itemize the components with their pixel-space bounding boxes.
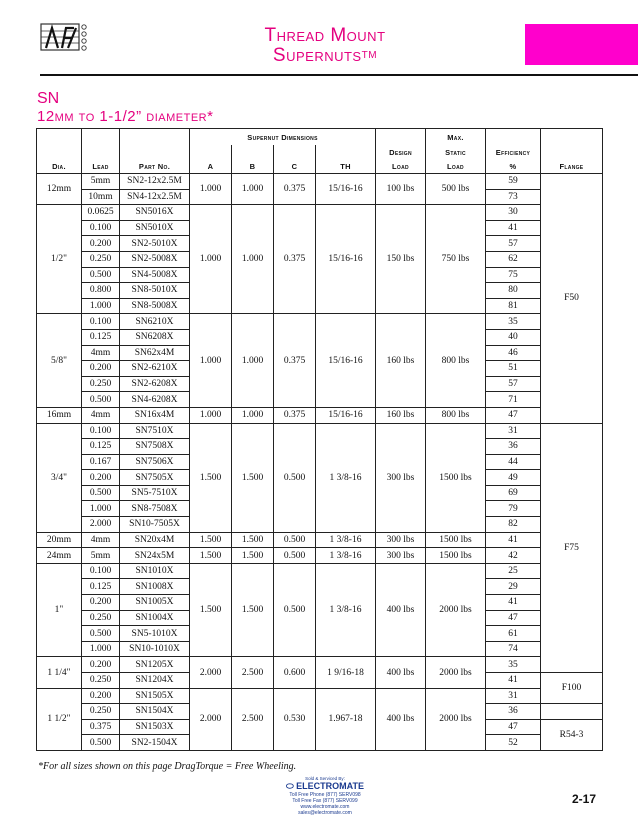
- design-load-cell: 300 lbs: [376, 548, 426, 564]
- lead-cell: 0.200: [82, 470, 120, 486]
- design-load-cell: 160 lbs: [376, 407, 426, 423]
- efficiency-cell: 31: [486, 688, 541, 704]
- lead-cell: 0.167: [82, 454, 120, 470]
- b-cell: 1.000: [232, 205, 274, 314]
- part-number-cell: SN1005X: [120, 595, 190, 611]
- efficiency-cell: 29: [486, 579, 541, 595]
- dia-cell: 3/4": [37, 423, 82, 532]
- efficiency-header-1: Efficiency: [486, 145, 541, 159]
- a-cell: 1.000: [190, 174, 232, 205]
- efficiency-cell: 73: [486, 189, 541, 205]
- th-cell: 15/16-16: [316, 407, 376, 423]
- lead-cell: 0.500: [82, 267, 120, 283]
- lead-cell: 0.125: [82, 329, 120, 345]
- part-number-cell: SN1503X: [120, 719, 190, 735]
- efficiency-cell: 35: [486, 657, 541, 673]
- static-load-cell: 1500 lbs: [426, 548, 486, 564]
- a-cell: 1.500: [190, 563, 232, 657]
- part-number-cell: SN8-5008X: [120, 298, 190, 314]
- dia-cell: 1": [37, 563, 82, 657]
- table-row: [37, 688, 603, 704]
- title-line-2: Supernuts™: [272, 45, 378, 66]
- dia-cell: 1 1/2": [37, 688, 82, 750]
- trademark-symbol: TM: [361, 50, 378, 61]
- title-line-1: Thread Mount: [264, 25, 386, 46]
- a-cell: 2.000: [190, 657, 232, 688]
- part-number-cell: SN5-7510X: [120, 485, 190, 501]
- lead-header: Lead: [82, 159, 120, 174]
- part-number-cell: SN6210X: [120, 314, 190, 330]
- table-row: [37, 314, 603, 330]
- series-name: SN: [37, 90, 60, 107]
- lead-cell: 10mm: [82, 189, 120, 205]
- lead-cell: 4mm: [82, 407, 120, 423]
- a-header: A: [190, 159, 232, 174]
- design-load-cell: 400 lbs: [376, 657, 426, 688]
- part-number-cell: SN7506X: [120, 454, 190, 470]
- part-number-cell: SN8-7508X: [120, 501, 190, 517]
- efficiency-cell: 42: [486, 548, 541, 564]
- static-load-cell: 1500 lbs: [426, 532, 486, 548]
- static-load-cell: 800 lbs: [426, 314, 486, 408]
- dia-cell: 24mm: [37, 548, 82, 564]
- distributor-email[interactable]: sales@electromate.com: [298, 810, 352, 816]
- efficiency-cell: 41: [486, 220, 541, 236]
- distributor-fax: Toll Free Fax (877) SERV099: [292, 798, 358, 804]
- lead-cell: 0.250: [82, 610, 120, 626]
- th-cell: 1 3/8-16: [316, 548, 376, 564]
- a-cell: 2.000: [190, 688, 232, 750]
- part-number-cell: SN1205X: [120, 657, 190, 673]
- lead-cell: 0.125: [82, 579, 120, 595]
- static-load-cell: 2000 lbs: [426, 657, 486, 688]
- c-cell: 0.375: [274, 205, 316, 314]
- lead-cell: 0.375: [82, 719, 120, 735]
- part-number-cell: SN1010X: [120, 563, 190, 579]
- efficiency-cell: 75: [486, 267, 541, 283]
- part-number-cell: SN8-5010X: [120, 283, 190, 299]
- efficiency-cell: 74: [486, 641, 541, 657]
- dia-cell: 1 1/4": [37, 657, 82, 688]
- lead-cell: 0.500: [82, 626, 120, 642]
- efficiency-cell: 41: [486, 595, 541, 611]
- page-title: [150, 26, 500, 66]
- efficiency-cell: 47: [486, 719, 541, 735]
- part-number-cell: SN5016X: [120, 205, 190, 221]
- part-number-cell: SN1204X: [120, 673, 190, 689]
- lead-cell: 0.200: [82, 688, 120, 704]
- b-cell: 1.000: [232, 314, 274, 408]
- a-cell: 1.000: [190, 314, 232, 408]
- header-divider: [40, 74, 638, 76]
- efficiency-cell: 57: [486, 376, 541, 392]
- part-number-cell: SN20x4M: [120, 532, 190, 548]
- b-header: B: [232, 159, 274, 174]
- part-number-cell: SN1505X: [120, 688, 190, 704]
- lead-cell: 1.000: [82, 298, 120, 314]
- dia-cell: 20mm: [37, 532, 82, 548]
- table-row: [37, 532, 603, 548]
- c-cell: 0.375: [274, 174, 316, 205]
- static-load-header-1: Max.: [426, 129, 486, 146]
- th-header: TH: [316, 159, 376, 174]
- efficiency-cell: 47: [486, 610, 541, 626]
- distributor-phone: Toll Free Phone (877) SERV098: [289, 792, 361, 798]
- static-load-cell: 2000 lbs: [426, 688, 486, 750]
- lead-cell: 0.100: [82, 314, 120, 330]
- dia-cell: 5/8": [37, 314, 82, 408]
- lead-cell: 0.100: [82, 423, 120, 439]
- th-cell: 1 3/8-16: [316, 423, 376, 532]
- part-number-cell: SN5-1010X: [120, 626, 190, 642]
- part-number-cell: SN7508X: [120, 439, 190, 455]
- part-number-cell: SN7505X: [120, 470, 190, 486]
- efficiency-cell: 31: [486, 423, 541, 439]
- part-number-cell: SN10-7505X: [120, 517, 190, 533]
- b-cell: 1.500: [232, 423, 274, 532]
- lead-cell: 0.500: [82, 735, 120, 751]
- lead-cell: 1.000: [82, 641, 120, 657]
- efficiency-cell: 51: [486, 361, 541, 377]
- table-row: [37, 563, 603, 579]
- efficiency-cell: 57: [486, 236, 541, 252]
- company-logo: [40, 22, 90, 52]
- static-load-header-2: Static: [426, 145, 486, 159]
- b-cell: 1.500: [232, 548, 274, 564]
- part-number-cell: SN5010X: [120, 220, 190, 236]
- table-row: [37, 657, 603, 673]
- th-cell: 1 3/8-16: [316, 532, 376, 548]
- distributor-name: ⬭ ELECTROMATE: [285, 781, 365, 791]
- design-load-header-2: Load: [376, 159, 426, 174]
- flange-cell: F75: [541, 423, 603, 673]
- a-cell: 1.500: [190, 423, 232, 532]
- a-cell: 1.500: [190, 548, 232, 564]
- b-cell: 1.000: [232, 407, 274, 423]
- dia-cell: 16mm: [37, 407, 82, 423]
- part-number-cell: SN4-5008X: [120, 267, 190, 283]
- design-load-header-1: Design: [376, 145, 426, 159]
- table-row: [37, 548, 603, 564]
- efficiency-cell: 41: [486, 673, 541, 689]
- design-load-cell: 160 lbs: [376, 314, 426, 408]
- c-cell: 0.500: [274, 548, 316, 564]
- efficiency-cell: 47: [486, 407, 541, 423]
- flange-header: Flange: [541, 159, 603, 174]
- efficiency-cell: 71: [486, 392, 541, 408]
- part-number-cell: SN2-5010X: [120, 236, 190, 252]
- efficiency-cell: 80: [486, 283, 541, 299]
- th-cell: 15/16-16: [316, 174, 376, 205]
- c-cell: 0.500: [274, 563, 316, 657]
- part-number-cell: SN10-1010X: [120, 641, 190, 657]
- c-cell: 0.375: [274, 314, 316, 408]
- flange-cell: R54-3: [541, 719, 603, 750]
- part-number-cell: SN2-6210X: [120, 361, 190, 377]
- dia-cell: 1/2": [37, 205, 82, 314]
- part-number-cell: SN2-6208X: [120, 376, 190, 392]
- page-number: 2-17: [572, 792, 597, 806]
- efficiency-cell: 59: [486, 174, 541, 190]
- table-row: [37, 205, 603, 221]
- flange-cell: F50: [541, 174, 603, 424]
- b-cell: 1.000: [232, 174, 274, 205]
- part-no-header: Part No.: [120, 159, 190, 174]
- th-cell: 1 9/16-18: [316, 657, 376, 688]
- efficiency-cell: 82: [486, 517, 541, 533]
- b-cell: 1.500: [232, 532, 274, 548]
- part-number-cell: SN1504X: [120, 704, 190, 720]
- flange-cell: F100: [541, 673, 603, 704]
- table-row: [37, 423, 603, 439]
- b-cell: 1.500: [232, 563, 274, 657]
- efficiency-cell: 30: [486, 205, 541, 221]
- static-load-cell: 2000 lbs: [426, 563, 486, 657]
- th-cell: 1.967-18: [316, 688, 376, 750]
- efficiency-cell: 46: [486, 345, 541, 361]
- lead-cell: 2.000: [82, 517, 120, 533]
- lead-cell: 5mm: [82, 174, 120, 190]
- a-cell: 1.000: [190, 407, 232, 423]
- lead-cell: 1.000: [82, 501, 120, 517]
- distributor-website[interactable]: www.electromate.com: [300, 804, 350, 810]
- electromate-logo-icon: ⬭: [285, 781, 294, 791]
- th-cell: 15/16-16: [316, 205, 376, 314]
- dia-header: Dia.: [37, 159, 82, 174]
- section-tab: [525, 24, 638, 65]
- lead-cell: 0.100: [82, 563, 120, 579]
- part-number-cell: SN24x5M: [120, 548, 190, 564]
- part-number-cell: SN7510X: [120, 423, 190, 439]
- c-header: C: [274, 159, 316, 174]
- a-cell: 1.000: [190, 205, 232, 314]
- table-row: [37, 174, 603, 190]
- efficiency-header-2: %: [486, 159, 541, 174]
- supernut-dimensions-header: Supernut Dimensions: [190, 129, 376, 146]
- lead-cell: 0.800: [82, 283, 120, 299]
- efficiency-cell: 49: [486, 470, 541, 486]
- efficiency-cell: 62: [486, 251, 541, 267]
- part-number-cell: SN2-12x2.5M: [120, 174, 190, 190]
- lead-cell: 0.250: [82, 376, 120, 392]
- table-row: [37, 407, 603, 423]
- supernut-spec-table: [36, 128, 603, 751]
- c-cell: 0.500: [274, 423, 316, 532]
- footnote: *For all sizes shown on this page DragTorque = Free Wheeling.: [38, 761, 297, 772]
- design-load-cell: 100 lbs: [376, 174, 426, 205]
- c-cell: 0.530: [274, 688, 316, 750]
- lead-cell: 0.0625: [82, 205, 120, 221]
- efficiency-cell: 41: [486, 532, 541, 548]
- efficiency-cell: 81: [486, 298, 541, 314]
- lead-cell: 0.250: [82, 251, 120, 267]
- design-load-cell: 400 lbs: [376, 688, 426, 750]
- part-number-cell: SN16x4M: [120, 407, 190, 423]
- lead-cell: 0.200: [82, 236, 120, 252]
- distributor-block: [270, 776, 380, 816]
- part-number-cell: SN2-1504X: [120, 735, 190, 751]
- c-cell: 0.600: [274, 657, 316, 688]
- efficiency-cell: 44: [486, 454, 541, 470]
- efficiency-cell: 25: [486, 563, 541, 579]
- efficiency-cell: 36: [486, 704, 541, 720]
- lead-cell: 0.250: [82, 704, 120, 720]
- efficiency-cell: 79: [486, 501, 541, 517]
- b-cell: 2.500: [232, 688, 274, 750]
- lead-cell: 4mm: [82, 532, 120, 548]
- part-number-cell: SN1004X: [120, 610, 190, 626]
- part-number-cell: SN2-5008X: [120, 251, 190, 267]
- design-load-cell: 300 lbs: [376, 423, 426, 532]
- design-load-cell: 300 lbs: [376, 532, 426, 548]
- static-load-cell: 800 lbs: [426, 407, 486, 423]
- lead-cell: 0.500: [82, 485, 120, 501]
- th-cell: 15/16-16: [316, 314, 376, 408]
- efficiency-cell: 35: [486, 314, 541, 330]
- part-number-cell: SN4-6208X: [120, 392, 190, 408]
- c-cell: 0.375: [274, 407, 316, 423]
- part-number-cell: SN6208X: [120, 329, 190, 345]
- a-cell: 1.500: [190, 532, 232, 548]
- design-load-cell: 400 lbs: [376, 563, 426, 657]
- lead-cell: 5mm: [82, 548, 120, 564]
- part-number-cell: SN4-12x2.5M: [120, 189, 190, 205]
- series-subtitle: 12mm to 1-1/2” diameter*: [37, 108, 214, 125]
- lead-cell: 4mm: [82, 345, 120, 361]
- lead-cell: 0.200: [82, 595, 120, 611]
- efficiency-cell: 61: [486, 626, 541, 642]
- part-number-cell: SN62x4M: [120, 345, 190, 361]
- part-number-cell: SN1008X: [120, 579, 190, 595]
- lead-cell: 0.125: [82, 439, 120, 455]
- efficiency-cell: 52: [486, 735, 541, 751]
- dia-cell: 12mm: [37, 174, 82, 205]
- lead-cell: 0.100: [82, 220, 120, 236]
- static-load-cell: 750 lbs: [426, 205, 486, 314]
- efficiency-cell: 69: [486, 485, 541, 501]
- design-load-cell: 150 lbs: [376, 205, 426, 314]
- efficiency-cell: 40: [486, 329, 541, 345]
- static-load-cell: 500 lbs: [426, 174, 486, 205]
- static-load-cell: 1500 lbs: [426, 423, 486, 532]
- spec-table-body: [37, 174, 603, 751]
- th-cell: 1 3/8-16: [316, 563, 376, 657]
- static-load-header-3: Load: [426, 159, 486, 174]
- lead-cell: 0.200: [82, 361, 120, 377]
- efficiency-cell: 36: [486, 439, 541, 455]
- lead-cell: 0.200: [82, 657, 120, 673]
- sold-by-label: Sold & Serviced By:: [305, 776, 345, 781]
- lead-cell: 0.250: [82, 673, 120, 689]
- lead-cell: 0.500: [82, 392, 120, 408]
- b-cell: 2.500: [232, 657, 274, 688]
- flange-cell: [541, 704, 603, 720]
- c-cell: 0.500: [274, 532, 316, 548]
